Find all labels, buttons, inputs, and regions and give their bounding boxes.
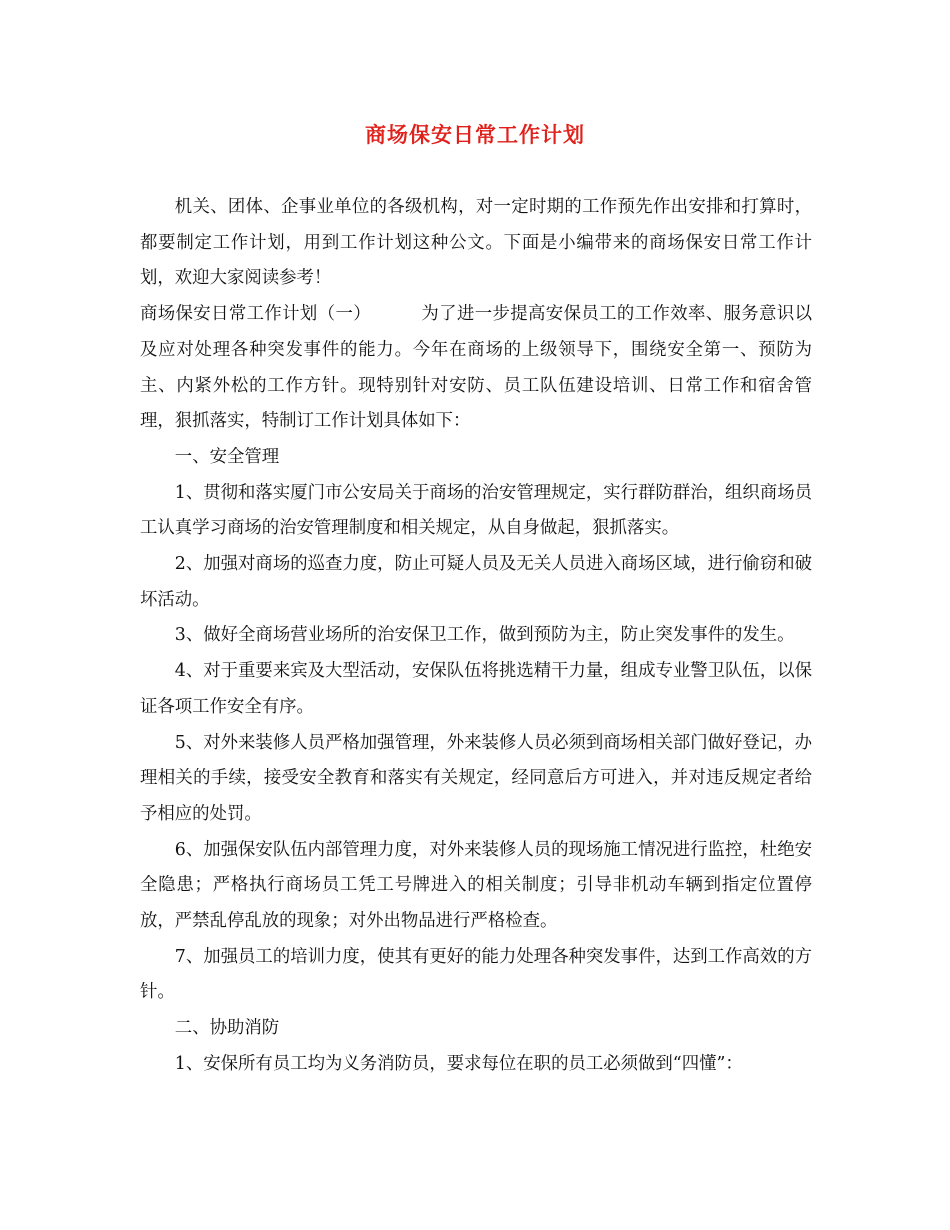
part1-item-4: 4、对于重要来宾及大型活动，安保队伍将挑选精干力量，组成专业警卫队伍，以保证各项工作安全有序。 bbox=[140, 661, 812, 717]
part1-item-1: 1、贯彻和落实厦门市公安局关于商场的治安管理规定，实行群防群治，组织商场员工认真学习商场的治安管理制度和相关规定，从自身做起，狠抓落实。 bbox=[140, 482, 812, 539]
intro-paragraph: 机关、团体、企事业单位的各级机构，对一定时期的工作预先作出安排和打算时，都要制定工作计划，用到工作计划这种公文。下面是小编带来的商场保安日常工作计划，欢迎大家阅读参考！ bbox=[140, 197, 812, 289]
part1-heading: 一、安全管理 bbox=[174, 446, 280, 467]
part1-item-5: 5、对外来装修人员严格加强管理，外来装修人员必须到商场相关部门做好登记，办理相关的手续，接受安全教育和落实有关规定，经同意后方可进入，并对违反规定者给予相应的处罚。 bbox=[140, 732, 812, 824]
document-title: 商场保安日常工作计划 bbox=[365, 123, 585, 147]
section-intro-paragraph bbox=[140, 297, 812, 440]
part1-item-6: 6、加强保安队伍内部管理力度，对外来装修人员的现场施工情况进行监控，杜绝安全隐患；严格执行商场员工凭工号牌进入的相关制度；引导非机动车辆到指定位置停放，严禁乱停乱放的现象；对外出物品进行严格检查。 bbox=[140, 839, 812, 932]
document-body bbox=[140, 190, 812, 1083]
section-heading: 商场保安日常工作计划（一） bbox=[140, 304, 372, 325]
part1-item-3: 3、做好全商场营业场所的治安保卫工作，做到预防为主，防止突发事件的发生。 bbox=[174, 625, 795, 646]
part2-heading: 二、协助消防 bbox=[174, 1018, 280, 1039]
part1-item-2: 2、加强对商场的巡查力度，防止可疑人员及无关人员进入商场区域，进行偷窃和破坏活动。 bbox=[140, 554, 812, 610]
part1-item-7: 7、加强员工的培训力度，使其有更好的能力处理各种突发事件，达到工作高效的方针。 bbox=[140, 946, 812, 1003]
part2-item-1: 1、安保所有员工均为义务消防员，要求每位在职的员工必须做到“四懂”： bbox=[174, 1053, 743, 1074]
section-intro-text: 为了进一步提高安保员工的工作效率、服务意识以及应对处理各种突发事件的能力。今年在商场的上级领导下，围绕安全第一、预防为主、内紧外松的工作方针。现特别针对安防、员工队伍建设培训、日常工作和宿舍管理，狠抓落实，特制订工作计划具体如下： bbox=[140, 304, 812, 432]
